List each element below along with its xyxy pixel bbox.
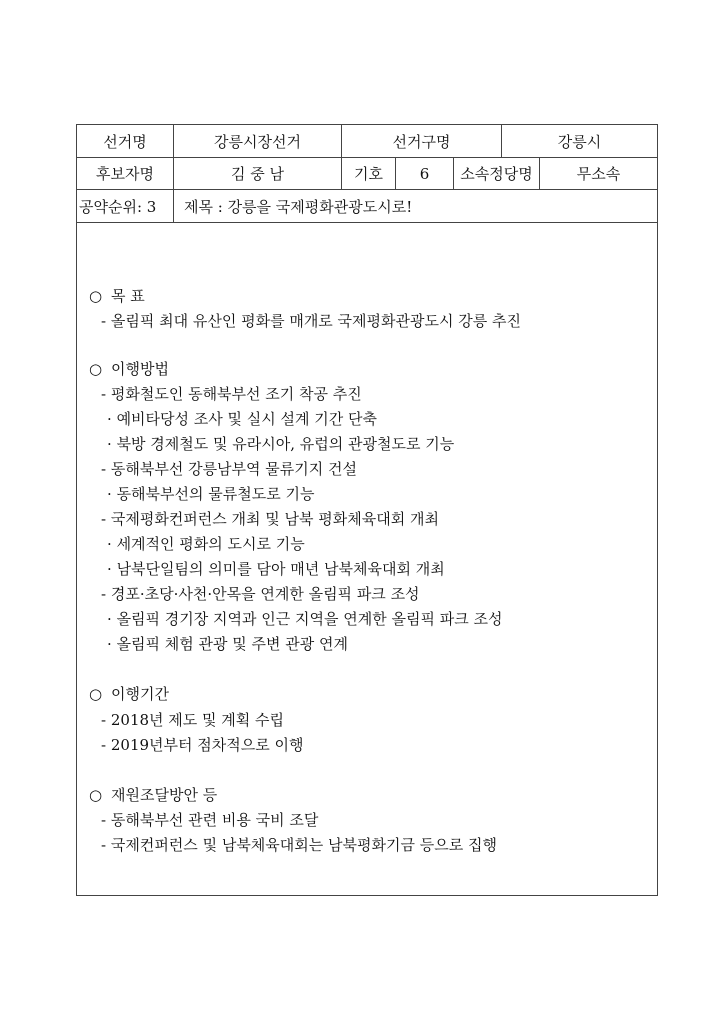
election-value: 강릉시장선거: [174, 125, 342, 157]
header-row-3: [77, 190, 657, 223]
election-label: 선거명: [77, 125, 174, 157]
pledge-title: 제목 : 강릉을 국제평화관광도시로!: [184, 197, 413, 216]
dot-bullet: ·: [107, 635, 112, 653]
list-item: [101, 458, 357, 479]
circle-bullet-icon: ○: [89, 360, 103, 378]
list-item: [107, 633, 348, 654]
dash-bullet: -: [101, 736, 107, 754]
item-text: 2019년부터 점차적으로 이행: [110, 736, 304, 754]
list-item: [101, 734, 303, 755]
section-title: 이행방법: [111, 360, 169, 378]
priority-cell: 공약순위: 3: [77, 190, 174, 222]
section-heading-goal: [89, 285, 145, 306]
dot-bullet: ·: [107, 560, 112, 578]
dash-bullet: -: [101, 312, 107, 330]
item-text: 남북단일팀의 의미를 담아 매년 남북체육대회 개최: [116, 560, 445, 578]
item-text: 세계적인 평화의 도시로 기능: [116, 535, 305, 553]
item-text: 올림픽 경기장 지역과 인근 지역을 연계한 올림픽 파크 조성: [116, 610, 503, 628]
dash-bullet: -: [101, 836, 107, 854]
circle-bullet-icon: ○: [89, 287, 103, 305]
pledge-body: [77, 223, 657, 895]
list-item: [101, 809, 318, 830]
header-row-1: [77, 125, 657, 158]
dash-bullet: -: [101, 711, 107, 729]
list-item: [107, 533, 305, 554]
number-value: 6: [396, 158, 454, 189]
dot-bullet: ·: [107, 410, 112, 428]
item-text: 올림픽 체험 관광 및 주변 관광 연계: [116, 635, 349, 653]
candidate-label: 후보자명: [77, 158, 174, 189]
section-heading-funding: [89, 784, 217, 805]
list-item: [101, 583, 420, 604]
list-item: [107, 433, 454, 454]
item-text: 예비타당성 조사 및 실시 설계 기간 단축: [116, 410, 378, 428]
dash-bullet: -: [101, 385, 107, 403]
dot-bullet: ·: [107, 610, 112, 628]
section-title: 이행기간: [111, 685, 169, 703]
dot-bullet: ·: [107, 435, 112, 453]
item-text: 국제컨퍼런스 및 남북체육대회는 남북평화기금 등으로 집행: [110, 836, 497, 854]
section-title: 목 표: [111, 287, 145, 305]
item-text: 올림픽 최대 유산인 평화를 매개로 국제평화관광도시 강릉 추진: [110, 312, 521, 330]
dash-bullet: -: [101, 510, 107, 528]
list-item: [107, 483, 314, 504]
list-item: [107, 558, 445, 579]
list-item: [101, 834, 497, 855]
item-text: 국제평화컨퍼런스 개최 및 남북 평화체육대회 개최: [110, 510, 439, 528]
circle-bullet-icon: ○: [89, 786, 103, 804]
item-text: 경포·초당·사천·안목을 연계한 올림픽 파크 조성: [110, 585, 420, 603]
list-item: [107, 608, 502, 629]
section-heading-period: [89, 683, 169, 704]
section-heading-method: [89, 358, 169, 379]
circle-bullet-icon: ○: [89, 685, 103, 703]
district-label: 선거구명: [342, 125, 502, 157]
item-text: 동해북부선 강릉남부역 물류기지 건설: [110, 460, 358, 478]
district-value: 강릉시: [557, 132, 602, 151]
list-item: [101, 508, 439, 529]
list-item: [101, 310, 521, 331]
item-text: 동해북부선의 물류철도로 기능: [116, 485, 315, 503]
item-text: 평화철도인 동해북부선 조기 착공 추진: [110, 385, 362, 403]
list-item: [101, 383, 362, 404]
dash-bullet: -: [101, 811, 107, 829]
party-label: 소속정당명: [454, 158, 540, 189]
candidate-value: 김 중 남: [174, 158, 342, 189]
item-text: 2018년 제도 및 계획 수립: [110, 711, 285, 729]
dash-bullet: -: [101, 585, 107, 603]
item-text: 북방 경제철도 및 유라시아, 유럽의 관광철도로 기능: [116, 435, 455, 453]
dot-bullet: ·: [107, 485, 112, 503]
party-value: 무소속: [576, 165, 621, 183]
header-row-2: [77, 158, 657, 190]
dash-bullet: -: [101, 460, 107, 478]
pledge-sheet: [76, 124, 658, 896]
section-title: 재원조달방안 등: [111, 786, 218, 804]
number-label: 기호: [342, 158, 396, 189]
dot-bullet: ·: [107, 535, 112, 553]
list-item: [107, 408, 377, 429]
item-text: 동해북부선 관련 비용 국비 조달: [110, 811, 319, 829]
list-item: [101, 709, 284, 730]
